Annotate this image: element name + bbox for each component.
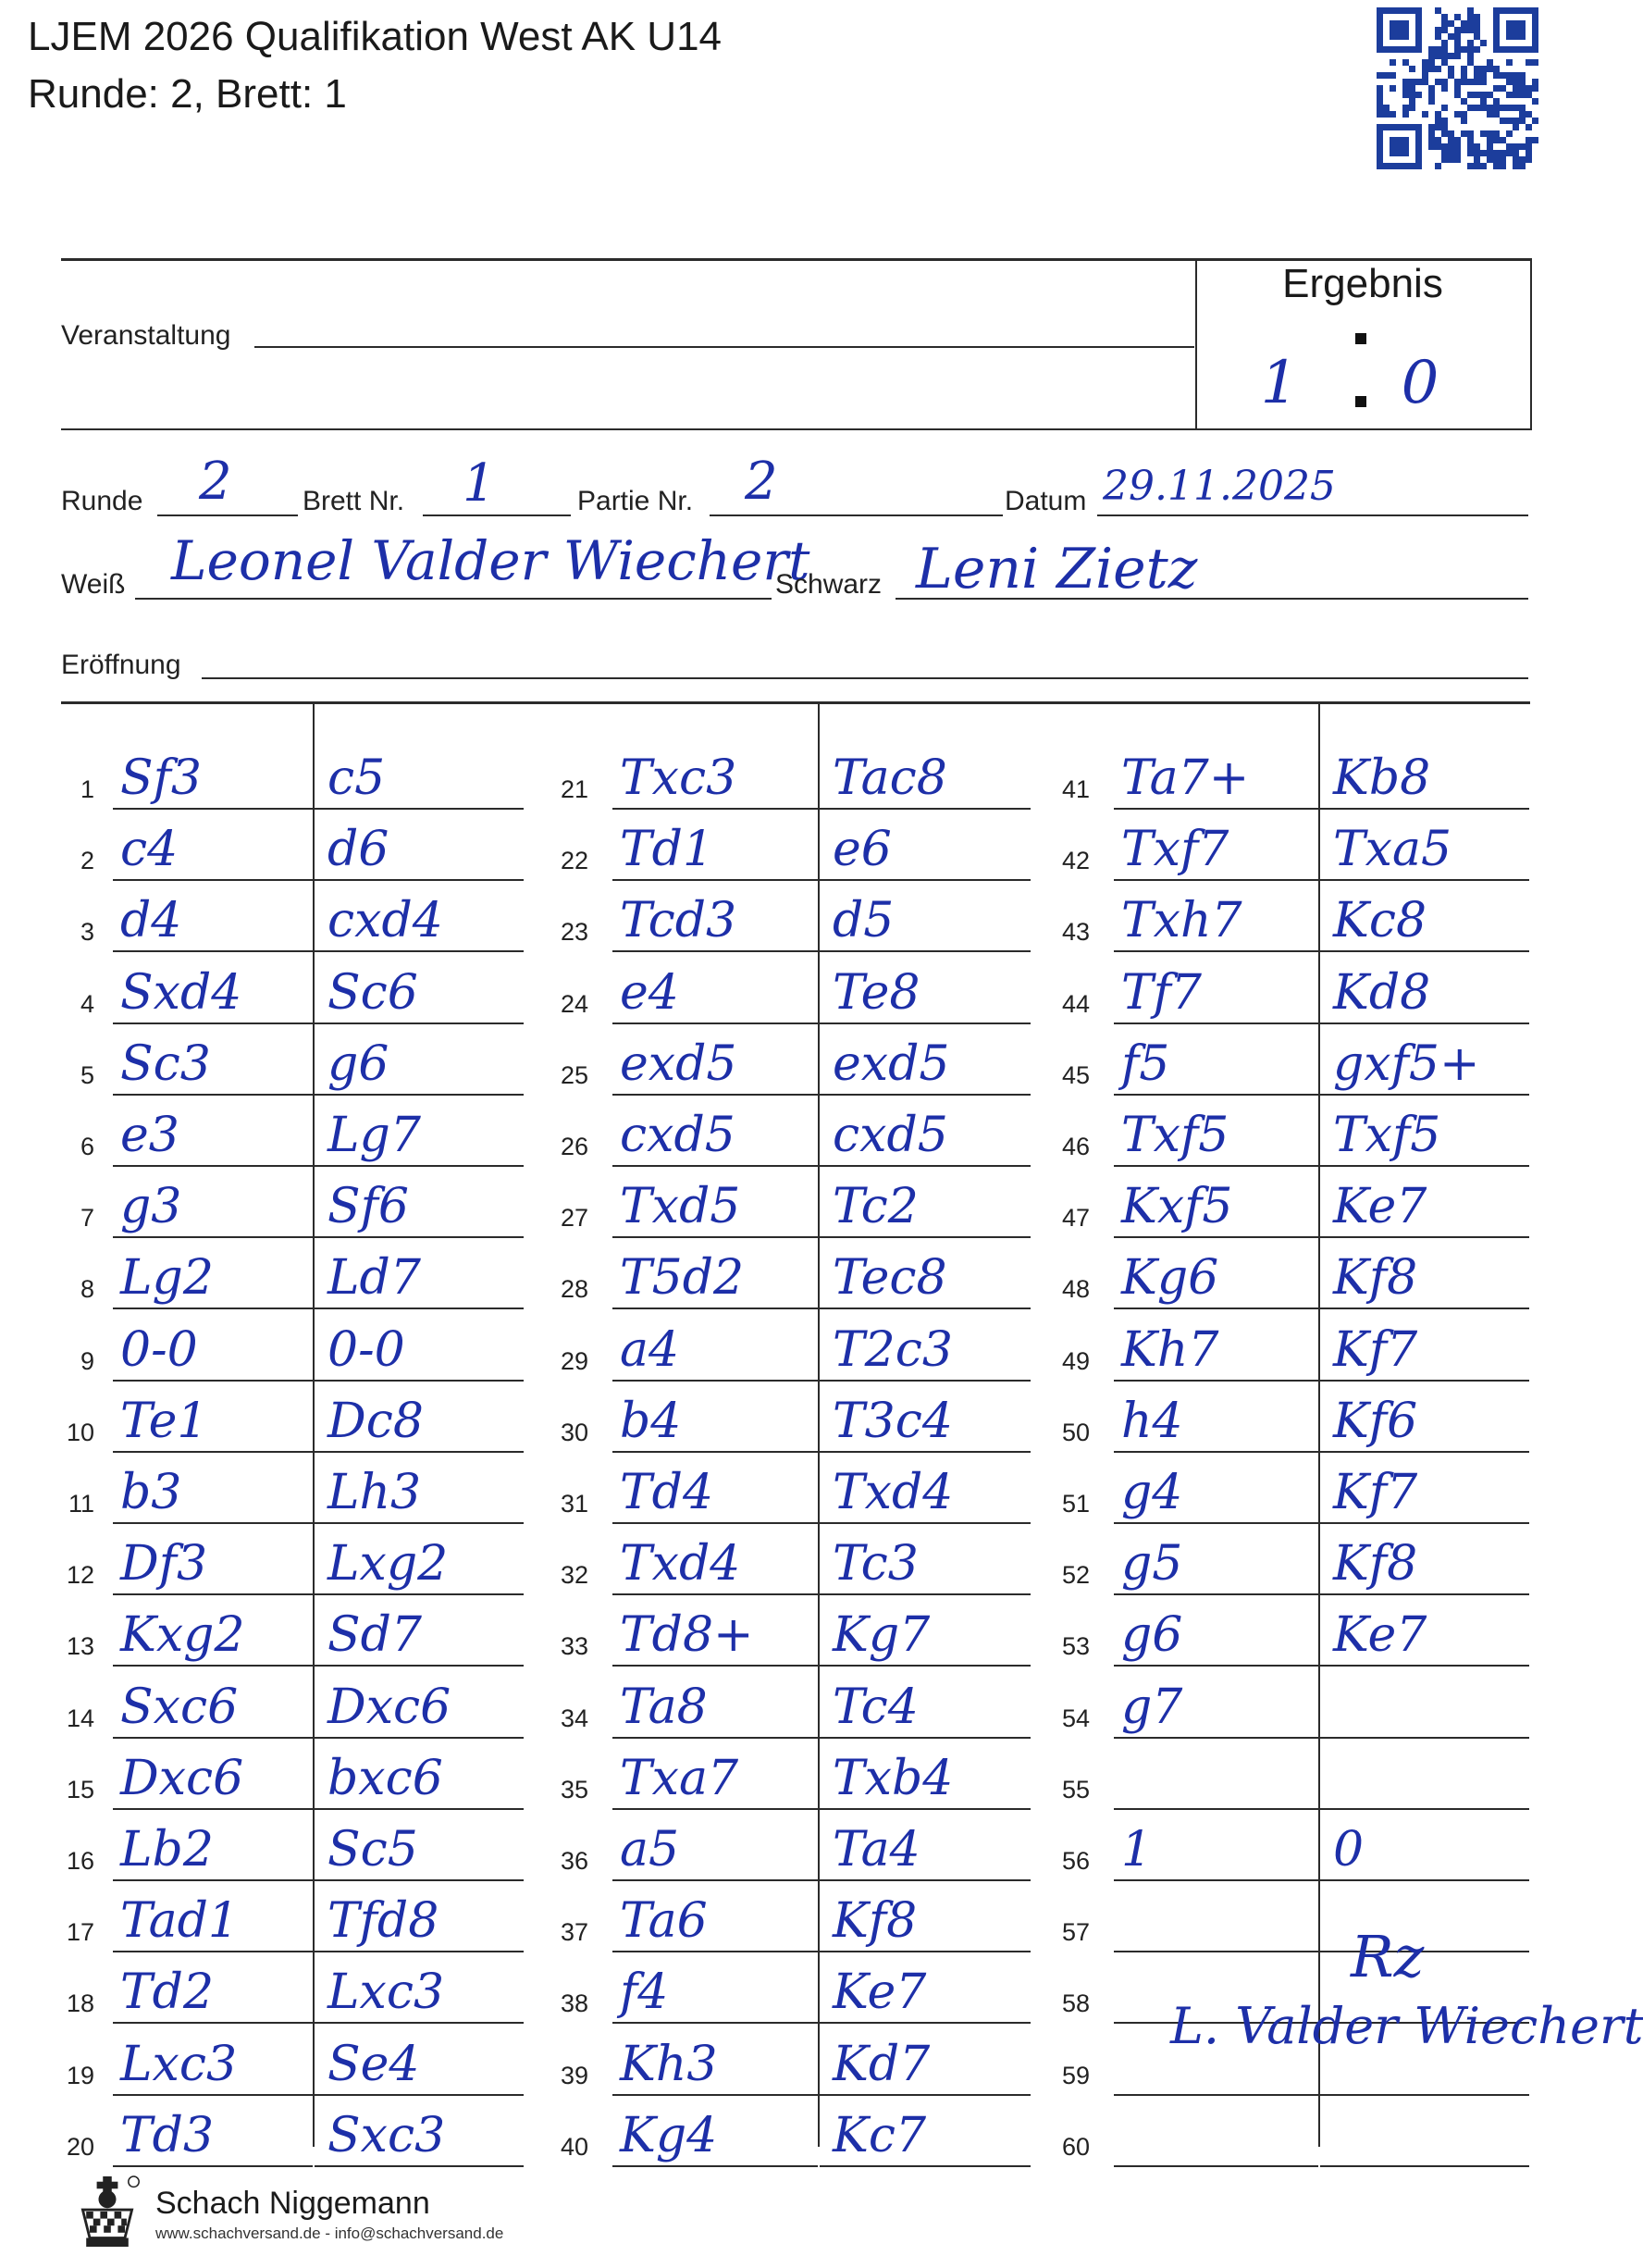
move-number: 58 <box>1061 1989 1090 2017</box>
black-move: Se4 <box>327 2037 420 2092</box>
white-move: T5d2 <box>620 1250 745 1306</box>
move-number: 53 <box>1061 1632 1090 1660</box>
black-move: T2c3 <box>833 1322 953 1378</box>
player-signature: L. Valder Wiechert <box>1170 1997 1643 2055</box>
white-move: Kh3 <box>620 2037 718 2092</box>
black-move: T3c4 <box>833 1394 953 1449</box>
round-board-subtitle: Runde: 2, Brett: 1 <box>28 71 347 117</box>
black-move: Ke7 <box>833 1964 927 2020</box>
move-number: 16 <box>66 1847 94 1875</box>
move-number: 1 <box>80 775 94 803</box>
move-number: 7 <box>80 1204 94 1232</box>
black-move: Sf6 <box>327 1179 409 1234</box>
white-move: g6 <box>1121 1607 1183 1663</box>
white-move: Td4 <box>620 1465 714 1520</box>
brett-value: 1 <box>463 453 496 514</box>
move-number: 4 <box>80 990 94 1018</box>
move-number: 36 <box>560 1847 588 1875</box>
white-move: Ta6 <box>620 1893 708 1949</box>
move-number: 47 <box>1061 1204 1090 1232</box>
black-move: Txf5 <box>1333 1108 1441 1163</box>
black-move: Kg7 <box>833 1607 931 1663</box>
black-move: Txb4 <box>833 1751 954 1806</box>
black-move: Txa5 <box>1333 822 1452 877</box>
black-move: 0-0 <box>327 1322 405 1378</box>
white-move: Kh7 <box>1121 1322 1219 1378</box>
result-white-score: 1 <box>1260 349 1299 417</box>
black-move: c5 <box>327 750 386 806</box>
move-row <box>0 1881 1573 1952</box>
black-move: e6 <box>833 822 892 877</box>
black-move: Tec8 <box>833 1250 947 1306</box>
white-move: Txd4 <box>620 1536 741 1592</box>
move-number: 27 <box>560 1204 588 1232</box>
partie-label: Partie Nr. <box>577 486 694 516</box>
move-number: 45 <box>1061 1061 1090 1089</box>
move-number: 15 <box>66 1776 94 1803</box>
white-move: Txf7 <box>1121 822 1229 877</box>
white-move: Sf3 <box>120 750 202 806</box>
white-move-line <box>1114 2165 1318 2167</box>
black-move: Kf7 <box>1333 1465 1418 1520</box>
runde-label: Runde <box>61 486 143 516</box>
black-move: 0 <box>1333 1822 1365 1878</box>
black-move: Ta4 <box>833 1822 920 1878</box>
move-number: 41 <box>1061 775 1090 803</box>
black-move-line <box>1320 950 1529 952</box>
black-move: bxc6 <box>327 1751 443 1806</box>
veranstaltung-line <box>254 346 1194 348</box>
black-move: Lxg2 <box>327 1536 449 1592</box>
move-number: 5 <box>80 1061 94 1089</box>
move-number: 42 <box>1061 847 1090 874</box>
white-move: Sxc6 <box>120 1679 239 1735</box>
black-move: Kf8 <box>1333 1536 1418 1592</box>
move-number: 25 <box>560 1061 588 1089</box>
black-move: gxf5+ <box>1333 1036 1480 1092</box>
move-number: 13 <box>66 1632 94 1660</box>
white-move: Txf5 <box>1121 1108 1229 1163</box>
weiss-value: Leonel Valder Wiechert <box>171 529 810 592</box>
black-move: Sc6 <box>327 965 418 1021</box>
black-move-line <box>1320 1665 1529 1667</box>
black-move: Kc8 <box>1333 893 1427 948</box>
black-move: Kf8 <box>1333 1250 1418 1306</box>
move-row <box>0 1238 1573 1309</box>
black-move: Sc5 <box>327 1822 418 1878</box>
move-number: 18 <box>66 1989 94 2017</box>
move-number: 37 <box>560 1918 588 1946</box>
datum-value: 29.11.2025 <box>1103 463 1336 510</box>
move-number: 33 <box>560 1632 588 1660</box>
move-number: 60 <box>1061 2133 1090 2161</box>
eroeffnung-label: Eröffnung <box>61 650 181 680</box>
white-move: Sc3 <box>120 1036 211 1092</box>
event-title: LJEM 2026 Qualifikation West AK U14 <box>28 14 723 59</box>
white-move: Td2 <box>120 1964 215 2020</box>
runde-line <box>157 514 298 516</box>
move-number: 52 <box>1061 1561 1090 1589</box>
white-move: Tad1 <box>120 1893 240 1949</box>
move-row <box>0 1595 1573 1667</box>
runde-value: 2 <box>199 452 232 512</box>
weiss-label: Weiß <box>61 569 126 600</box>
black-move: Lh3 <box>327 1465 422 1520</box>
white-move: Kg6 <box>1121 1250 1219 1306</box>
white-move: 0-0 <box>120 1322 198 1378</box>
move-number: 12 <box>66 1561 94 1589</box>
move-number: 40 <box>560 2133 588 2161</box>
move-number: 31 <box>560 1490 588 1518</box>
move-number: 19 <box>66 2062 94 2089</box>
white-move: Txh7 <box>1121 893 1242 948</box>
move-number: 21 <box>560 775 588 803</box>
white-move: Kxf5 <box>1121 1179 1233 1234</box>
score-separator-dot-top <box>1355 333 1366 344</box>
move-number: 55 <box>1061 1776 1090 1803</box>
black-move: Ke7 <box>1333 1179 1427 1234</box>
white-move: a5 <box>620 1822 680 1878</box>
black-move-line <box>1320 1308 1529 1309</box>
move-number: 23 <box>560 918 588 946</box>
move-number: 24 <box>560 990 588 1018</box>
black-move: Txd4 <box>833 1465 954 1520</box>
move-number: 39 <box>560 2062 588 2089</box>
weiss-line <box>135 598 772 600</box>
move-number: 46 <box>1061 1133 1090 1160</box>
move-number: 44 <box>1061 990 1090 1018</box>
datum-label: Datum <box>1005 486 1087 516</box>
move-number: 35 <box>560 1776 588 1803</box>
move-number: 30 <box>560 1419 588 1446</box>
move-number: 20 <box>66 2133 94 2161</box>
score-separator-dot-bottom <box>1355 396 1366 407</box>
white-move: b4 <box>620 1394 682 1449</box>
brett-label: Brett Nr. <box>303 486 405 516</box>
white-move: b3 <box>120 1465 182 1520</box>
white-move: a4 <box>620 1322 680 1378</box>
brett-line <box>423 514 571 516</box>
white-move: Lb2 <box>120 1822 214 1878</box>
black-move: Ke7 <box>1333 1607 1427 1663</box>
white-move: Dxc6 <box>120 1751 244 1806</box>
move-number: 57 <box>1061 1918 1090 1946</box>
move-row <box>0 881 1573 952</box>
move-number: 38 <box>560 1989 588 2017</box>
move-number: 34 <box>560 1704 588 1732</box>
white-move: Te1 <box>120 1394 208 1449</box>
white-move: Td3 <box>120 2108 215 2163</box>
move-number: 22 <box>560 847 588 874</box>
black-move: Kc7 <box>833 2108 927 2163</box>
datum-line <box>1097 514 1528 516</box>
white-move: Sxd4 <box>120 965 242 1021</box>
partie-line <box>710 514 1003 516</box>
move-number: 3 <box>80 918 94 946</box>
move-number: 8 <box>80 1275 94 1303</box>
white-move: c4 <box>120 822 179 877</box>
move-number: 51 <box>1061 1490 1090 1518</box>
black-move: Dc8 <box>327 1394 424 1449</box>
chess-king-logo-icon <box>72 2175 142 2249</box>
black-move: Kf8 <box>833 1893 918 1949</box>
move-row <box>0 810 1573 881</box>
white-move: g7 <box>1121 1679 1183 1735</box>
black-move: g6 <box>327 1036 389 1092</box>
veranstaltung-label: Veranstaltung <box>61 320 231 351</box>
black-move: Tfd8 <box>327 1893 439 1949</box>
move-number: 6 <box>80 1133 94 1160</box>
white-move: Td8+ <box>620 1607 754 1663</box>
white-move-line <box>1114 1308 1318 1309</box>
white-move: h4 <box>1121 1394 1183 1449</box>
white-move: Txa7 <box>620 1751 739 1806</box>
black-move: Lg7 <box>327 1108 421 1163</box>
move-row <box>0 1667 1573 1739</box>
black-move: Ld7 <box>327 1250 421 1306</box>
move-number: 54 <box>1061 1704 1090 1732</box>
result-heading: Ergebnis <box>1282 261 1443 306</box>
move-row <box>0 1096 1573 1167</box>
move-row <box>0 1167 1573 1238</box>
white-move: g5 <box>1121 1536 1183 1592</box>
move-number: 29 <box>560 1347 588 1375</box>
white-move: f5 <box>1121 1036 1170 1092</box>
white-move: Lg2 <box>120 1250 214 1306</box>
move-number: 32 <box>560 1561 588 1589</box>
white-move: Txd5 <box>620 1179 741 1234</box>
move-number: 49 <box>1061 1347 1090 1375</box>
black-move: cxd4 <box>327 893 443 948</box>
moves-top-rule <box>61 701 1530 704</box>
move-row <box>0 738 1573 810</box>
white-move-line <box>1114 950 1318 952</box>
move-row <box>0 1382 1573 1453</box>
white-move: Td1 <box>620 822 714 877</box>
move-row <box>0 1810 1573 1881</box>
white-move: Kxg2 <box>120 1607 245 1663</box>
move-number: 59 <box>1061 2062 1090 2089</box>
white-move: Tcd3 <box>620 893 737 948</box>
black-move: Kf7 <box>1333 1322 1418 1378</box>
black-move: cxd5 <box>833 1108 948 1163</box>
move-number: 2 <box>80 847 94 874</box>
brand-contact: www.schachversand.de - info@schachversand.de <box>155 2225 504 2242</box>
black-move: d6 <box>327 822 389 877</box>
eroeffnung-line <box>202 677 1528 679</box>
white-move: exd5 <box>620 1036 737 1092</box>
black-move-line <box>1320 2165 1529 2167</box>
black-move: Kd7 <box>833 2037 931 2092</box>
move-number: 11 <box>68 1490 94 1518</box>
black-move: Kb8 <box>1333 750 1431 806</box>
qr-code <box>1377 7 1538 169</box>
white-move: Ta8 <box>620 1679 708 1735</box>
schwarz-label: Schwarz <box>775 569 883 600</box>
white-move: g4 <box>1121 1465 1183 1520</box>
schwarz-value: Leni Zietz <box>916 537 1198 601</box>
white-move: e4 <box>620 965 679 1021</box>
move-number: 26 <box>560 1133 588 1160</box>
white-move-line <box>1114 1665 1318 1667</box>
move-row <box>0 1024 1573 1096</box>
white-move: Tf7 <box>1121 965 1203 1021</box>
move-number: 56 <box>1061 1847 1090 1875</box>
move-row <box>0 1310 1573 1382</box>
move-number: 28 <box>560 1275 588 1303</box>
black-move: Lxc3 <box>327 1964 445 2020</box>
white-move: 1 <box>1121 1822 1153 1878</box>
black-move: Sxc3 <box>327 2108 446 2163</box>
black-move: Te8 <box>833 965 920 1021</box>
move-number: 17 <box>66 1918 94 1946</box>
white-move: e3 <box>120 1108 179 1163</box>
white-move: Lxc3 <box>120 2037 238 2092</box>
move-row <box>0 953 1573 1024</box>
move-number: 10 <box>66 1419 94 1446</box>
white-move: f4 <box>620 1964 669 2020</box>
white-move: Kg4 <box>620 2108 718 2163</box>
move-row <box>0 2096 1573 2167</box>
move-row <box>0 1453 1573 1524</box>
move-number: 14 <box>66 1704 94 1732</box>
white-move: g3 <box>120 1179 182 1234</box>
brand-name: Schach Niggemann <box>155 2186 430 2221</box>
black-move: Tac8 <box>833 750 947 806</box>
result-black-score: 0 <box>1401 349 1439 417</box>
white-move: cxd5 <box>620 1108 735 1163</box>
move-row <box>0 1524 1573 1595</box>
white-move: d4 <box>120 893 182 948</box>
move-number: 50 <box>1061 1419 1090 1446</box>
black-move: d5 <box>833 893 895 948</box>
black-move: Tc2 <box>833 1179 919 1234</box>
black-move: Tc3 <box>833 1536 919 1592</box>
opponent-signature: Rz <box>1351 1923 1425 1990</box>
black-move: exd5 <box>833 1036 950 1092</box>
black-move: Tc4 <box>833 1679 919 1735</box>
black-move: Kd8 <box>1333 965 1431 1021</box>
move-number: 48 <box>1061 1275 1090 1303</box>
black-move: Dxc6 <box>327 1679 451 1735</box>
move-row <box>0 1739 1573 1810</box>
white-move: Ta7+ <box>1121 750 1250 806</box>
move-number: 9 <box>80 1347 94 1375</box>
white-move: Df3 <box>120 1536 208 1592</box>
partie-value: 2 <box>745 452 778 512</box>
black-move: Kf6 <box>1333 1394 1418 1449</box>
move-number: 43 <box>1061 918 1090 946</box>
black-move: Sd7 <box>327 1607 422 1663</box>
white-move: Txc3 <box>620 750 737 806</box>
